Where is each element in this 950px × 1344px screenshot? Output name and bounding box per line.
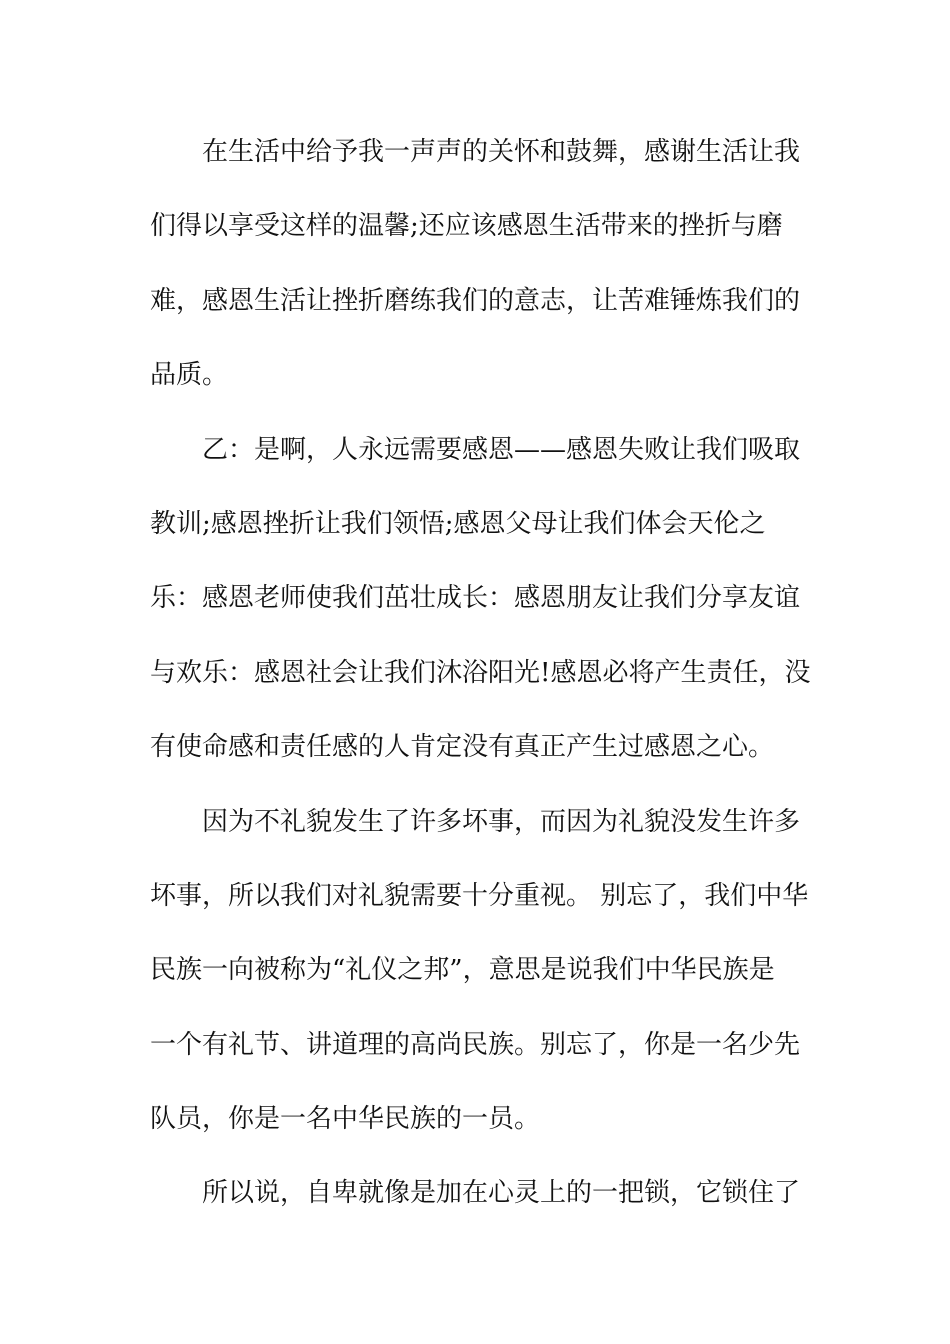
text-line-15: 所以说，自卑就像是加在心灵上的一把锁，它锁住了	[202, 1178, 801, 1209]
text-line-11: 坏事，所以我们对礼貌需要十分重视。 别忘了，我们中华	[150, 880, 809, 911]
text-line-9: 有使命感和责任感的人肯定没有真正产生过感恩之心。	[150, 732, 775, 763]
text-line-2: 们得以享受这样的温馨;还应该感恩生活带来的挫折与磨	[150, 211, 783, 242]
text-line-14: 队员，你是一名中华民族的一员。	[150, 1104, 541, 1135]
text-line-12: 民族一向被称为“礼仪之邦”，意思是说我们中华民族是	[150, 955, 775, 986]
text-line-10: 因为不礼貌发生了许多坏事，而因为礼貌没发生许多	[202, 806, 801, 837]
document-body	[150, 122, 810, 1238]
text-line-5: 乙：是啊，人永远需要感恩——感恩失败让我们吸取	[202, 434, 801, 465]
text-line-4: 品质。	[150, 360, 229, 391]
text-line-8: 与欢乐：感恩社会让我们沐浴阳光!感恩必将产生责任，没	[150, 657, 811, 688]
text-line-6: 教训;感恩挫折让我们领悟;感恩父母让我们体会天伦之	[150, 508, 766, 539]
text-line-1: 在生活中给予我一声声的关怀和鼓舞，感谢生活让我	[202, 137, 801, 167]
text-line-13: 一个有礼节、讲道理的高尚民族。别忘了，你是一名少先	[150, 1029, 801, 1060]
text-line-3: 难，感恩生活让挫折磨练我们的意志，让苦难锤炼我们的	[150, 285, 801, 316]
text-line-7: 乐：感恩老师使我们茁壮成长：感恩朋友让我们分享友谊	[150, 583, 801, 614]
